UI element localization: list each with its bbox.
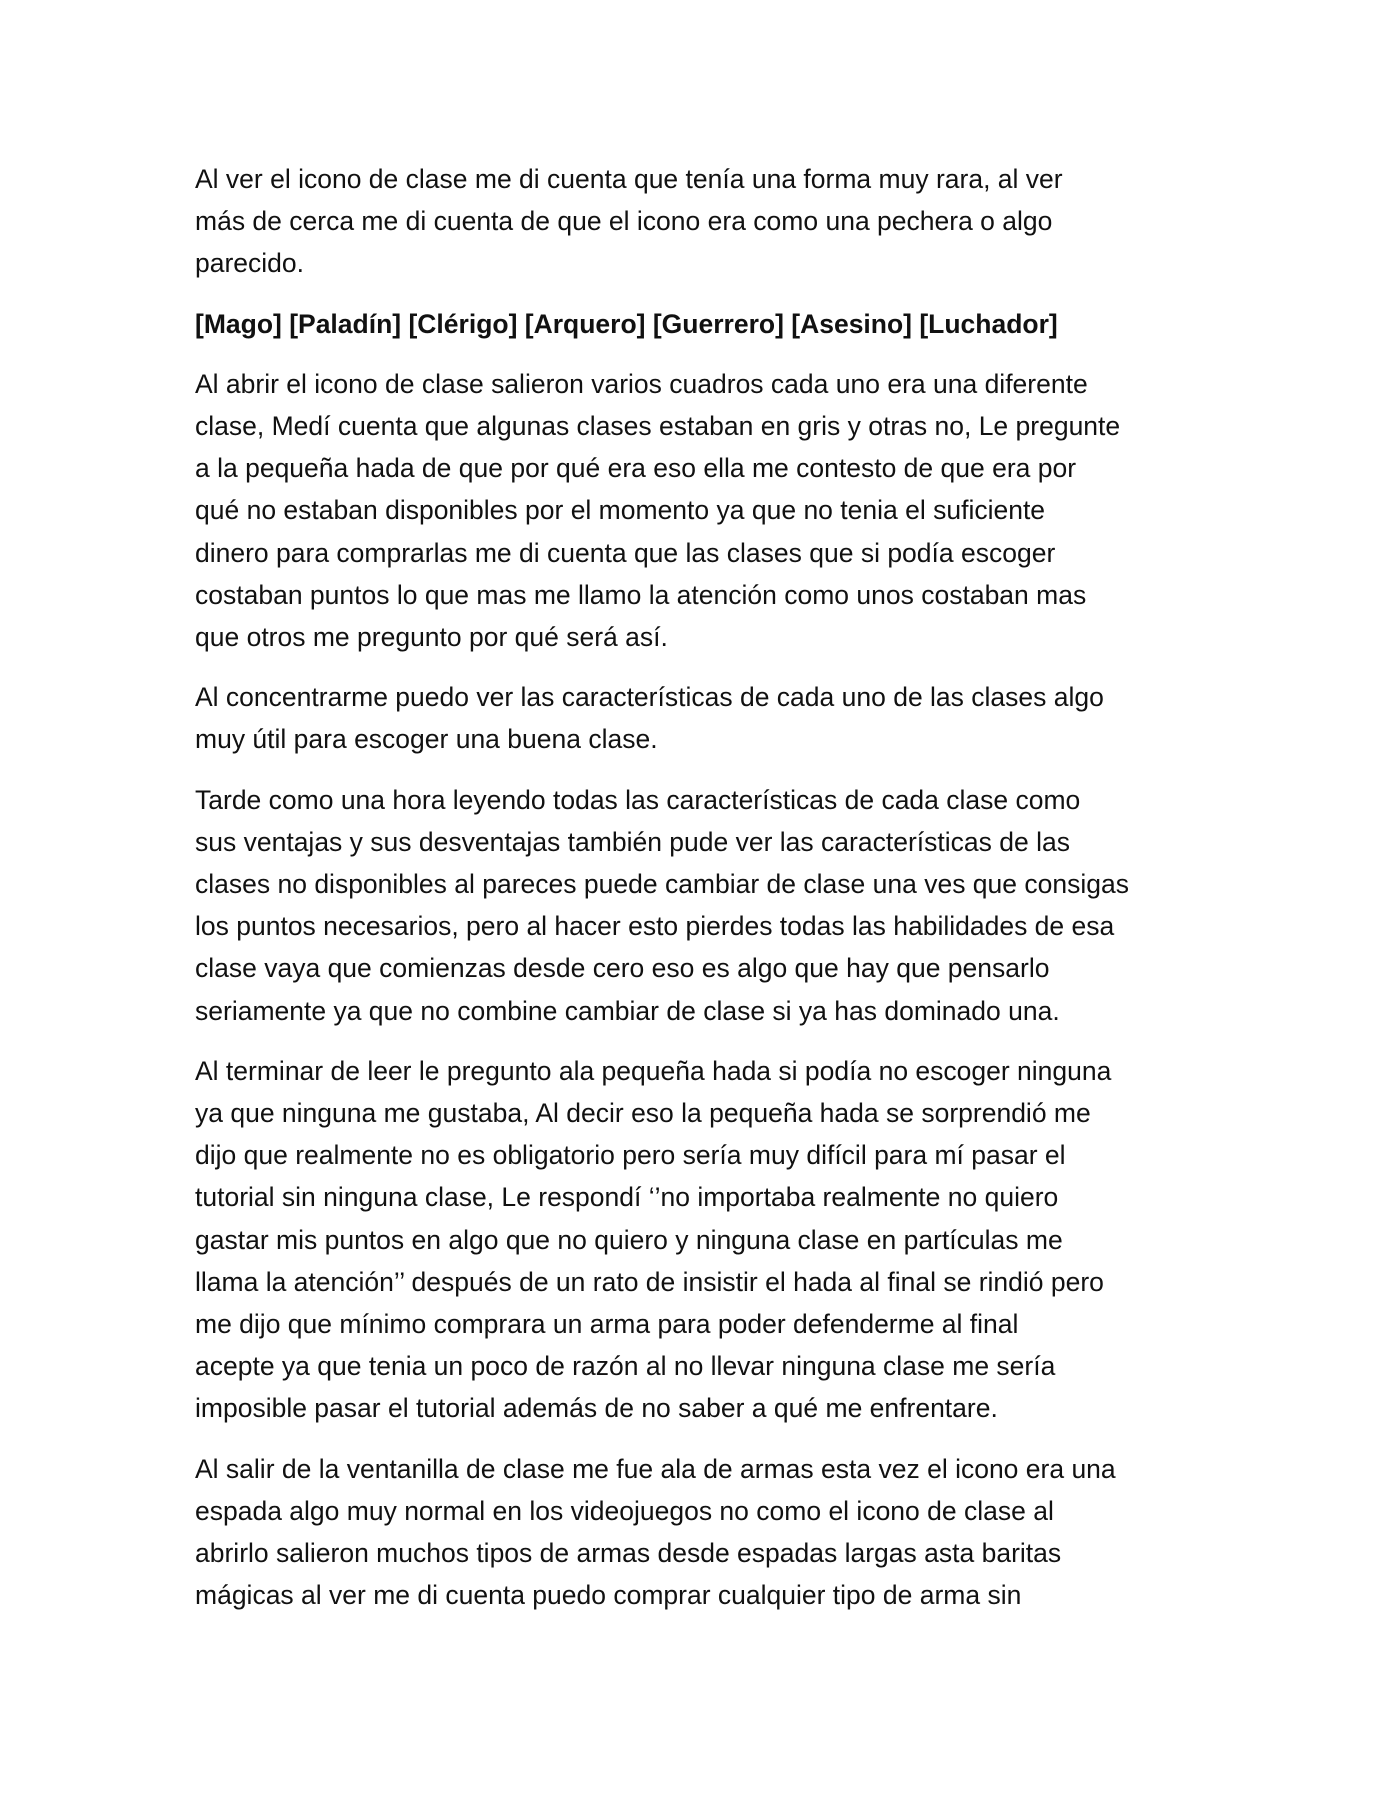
- text-line: llama la atención’’ después de un rato de insistir el hada al final se rindió pero: [195, 1266, 1104, 1297]
- text-line: a la pequeña hada de que por qué era eso ella me contesto de que era por: [195, 453, 1077, 484]
- text-line: Al salir de la ventanilla de clase me fue ala de armas esta vez el icono era una: [195, 1453, 1116, 1484]
- text-line: seriamente ya que no combine cambiar de clase si ya has dominado una.: [195, 995, 1060, 1026]
- text-line: acepte ya que tenia un poco de razón al no llevar ninguna clase me sería: [195, 1351, 1056, 1382]
- paragraph-5: [195, 1050, 1225, 1430]
- text-line: mágicas al ver me di cuenta puedo comprar cualquier tipo de arma sin: [195, 1580, 1022, 1611]
- paragraph-1: [195, 158, 1225, 285]
- text-line: ya que ninguna me gustaba, Al decir eso la pequeña hada se sorprendió me: [195, 1098, 1091, 1129]
- text-line: Al terminar de leer le pregunto ala pequeña hada si podía no escoger ninguna: [195, 1055, 1112, 1086]
- text-line: Al abrir el icono de clase salieron varios cuadros cada uno era una diferente: [195, 368, 1088, 399]
- text-line: los puntos necesarios, pero al hacer esto pierdes todas las habilidades de esa: [195, 911, 1115, 942]
- text-line: espada algo muy normal en los videojuegos no como el icono de clase al: [195, 1495, 1054, 1526]
- text-line: imposible pasar el tutorial además de no saber a qué me enfrentare.: [195, 1393, 998, 1424]
- text-line: tutorial sin ninguna clase, Le respondí ‘’no importaba realmente no quiero: [195, 1182, 1059, 1213]
- text-line: clase vaya que comienzas desde cero eso es algo que hay que pensarlo: [195, 953, 1050, 984]
- text-column: [195, 158, 1225, 1635]
- text-line: clases no disponibles al pareces puede cambiar de clase una ves que consigas: [195, 869, 1129, 900]
- text-line: sus ventajas y sus desventajas también pude ver las características de las: [195, 826, 1070, 857]
- paragraph-6: [195, 1448, 1225, 1617]
- text-line: Tarde como una hora leyendo todas las características de cada clase como: [195, 784, 1081, 815]
- text-line: me dijo que mínimo comprara un arma para poder defenderme al final: [195, 1309, 1019, 1340]
- text-line: gastar mis puntos en algo que no quiero y ninguna clase en partículas me: [195, 1224, 1063, 1255]
- text-line: costaban puntos lo que mas me llamo la atención como unos costaban mas: [195, 579, 1087, 610]
- text-line: Al ver el icono de clase me di cuenta que tenía una forma muy rara, al ver: [195, 164, 1063, 194]
- text-line: abrirlo salieron muchos tipos de armas desde espadas largas asta baritas: [195, 1538, 1062, 1569]
- class-list: [Mago] [Paladín] [Clérigo] [Arquero] [Guerrero] [Asesino] [Luchador]: [195, 308, 1058, 339]
- text-line: muy útil para escoger una buena clase.: [195, 724, 658, 755]
- text-line: que otros me pregunto por qué será así.: [195, 622, 668, 653]
- paragraph-3: [195, 676, 1225, 760]
- paragraph-2: [195, 363, 1225, 658]
- text-line: dinero para comprarlas me di cuenta que las clases que si podía escoger: [195, 537, 1056, 568]
- text-line: clase, Medí cuenta que algunas clases estaban en gris y otras no, Le pregunte: [195, 411, 1121, 442]
- text-line: Al concentrarme puedo ver las características de cada uno de las clases algo: [195, 682, 1104, 713]
- text-line: dijo que realmente no es obligatorio pero sería muy difícil para mí pasar el: [195, 1140, 1066, 1171]
- paragraph-4: [195, 779, 1225, 1032]
- text-line: qué no estaban disponibles por el momento ya que no tenia el suficiente: [195, 495, 1046, 526]
- text-line: parecido.: [195, 248, 305, 279]
- text-line: más de cerca me di cuenta de que el icono era como una pechera o algo: [195, 206, 1053, 237]
